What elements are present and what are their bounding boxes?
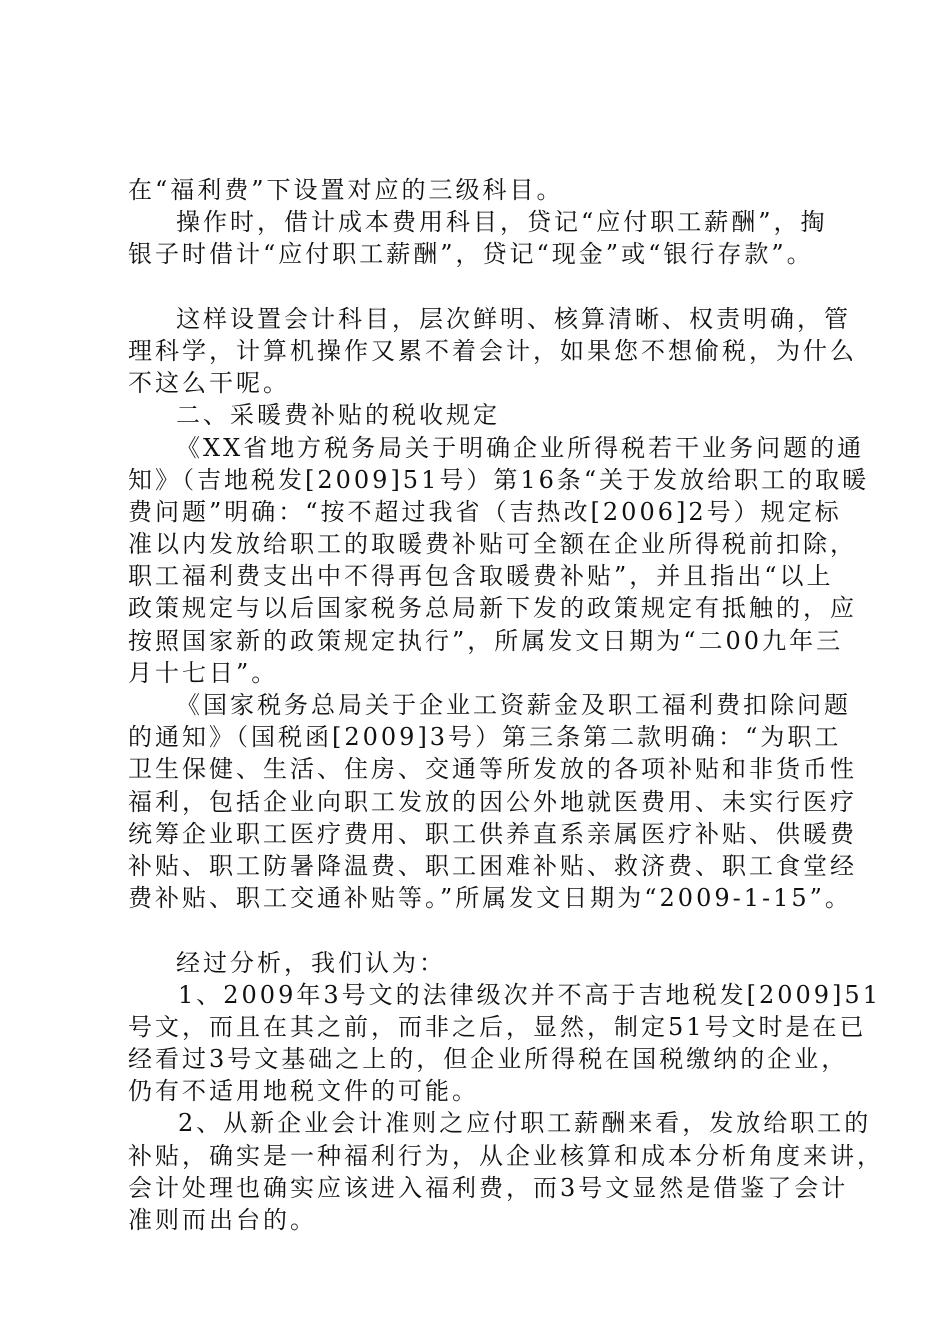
text-line: 费问题”明确：“按不超过我省（吉热改[2006]2号）规定标 xyxy=(128,497,842,526)
text-line: 会计处理也确实应该进入福利费，而3号文显然是借鉴了会计 xyxy=(128,1173,849,1202)
text-line: 不这么干呢。 xyxy=(128,369,290,398)
text-line: 政策规定与以后国家税务总局新下发的政策规定有抵触的，应 xyxy=(128,594,857,623)
blank-line xyxy=(128,271,840,303)
text-line: 卫生保健、生活、住房、交通等所发放的各项补贴和非货币性 xyxy=(128,755,857,784)
text-line: 银子时借计“应付职工薪酬”，贷记“现金”或“银行存款”。 xyxy=(128,240,814,269)
text-line: 操作时，借计成本费用科目，贷记“应付职工薪酬”，掏 xyxy=(176,208,828,237)
text-line: 月十七日”。 xyxy=(128,658,279,687)
text-line: 号文，而且在其之前，而非之后，显然，制定51号文时是在已 xyxy=(128,1012,867,1041)
text-line: 职工福利费支出中不得再包含取暖费补贴”，并且指出“以上 xyxy=(128,562,834,591)
text-line: 费补贴、职工交通补贴等。”所属发文日期为“2009-1-15”。 xyxy=(128,884,852,913)
section-heading: 二、采暖费补贴的税收规定 xyxy=(176,401,500,430)
text-line: 按照国家新的政策规定执行”，所属发文日期为“二00九年三 xyxy=(128,626,844,655)
text-line: 经看过3号文基础之上的，但企业所得税在国税缴纳的企业， xyxy=(128,1045,849,1074)
text-line: 补贴、职工防暑降温费、职工困难补贴、救济费、职工食堂经 xyxy=(128,851,857,880)
text-line: 仍有不适用地税文件的可能。 xyxy=(128,1077,479,1106)
text-line: 知》（吉地税发[2009]51号）第16条“关于发放给职工的取暖 xyxy=(128,465,870,494)
text-line: 《XX省地方税务局关于明确企业所得税若干业务问题的通 xyxy=(176,433,865,462)
text-line: 准则而出台的。 xyxy=(128,1206,317,1234)
blank-line xyxy=(128,914,840,946)
text-line: 经过分析，我们认为： xyxy=(176,948,446,977)
text-line: 在“福利费”下设置对应的三级科目。 xyxy=(128,176,564,204)
text-line: 准以内发放给职工的取暖费补贴可全额在企业所得税前扣除， xyxy=(128,530,857,559)
text-line: 统筹企业职工医疗费用、职工供养直系亲属医疗补贴、供暖费 xyxy=(128,819,857,848)
text-line: 的通知》（国税函[2009]3号）第三条第二款明确：“为职工 xyxy=(128,723,842,752)
text-line: 福利，包括企业向职工发放的因公外地就医费用、未实行医疗 xyxy=(128,787,857,816)
text-line: 2、从新企业会计准则之应付职工薪酬来看，发放给职工的 xyxy=(178,1109,872,1138)
text-line: 补贴，确实是一种福利行为，从企业核算和成本分析角度来讲， xyxy=(128,1141,884,1170)
text-line: 这样设置会计科目，层次鲜明、核算清晰、权责明确，管 xyxy=(176,304,851,333)
document-body xyxy=(128,174,884,1236)
text-line: 《国家税务总局关于企业工资薪金及职工福利费扣除问题 xyxy=(176,691,851,719)
text-line: 理科学，计算机操作又累不着会计，如果您不想偷税，为什么 xyxy=(128,336,857,365)
text-line: 1、2009年3号文的法律级次并不高于吉地税发[2009]51 xyxy=(178,980,881,1009)
